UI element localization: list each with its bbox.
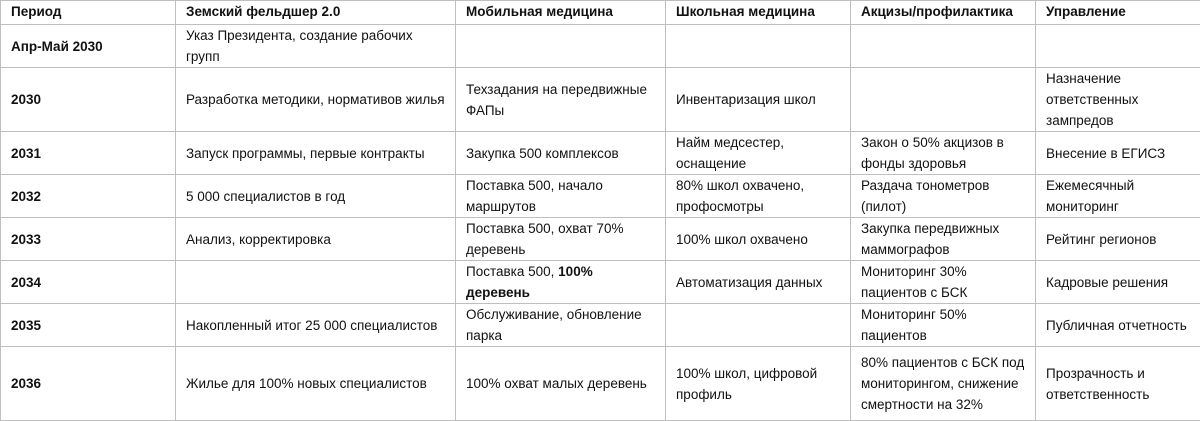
table-row [1,218,1200,261]
school-cell [666,304,851,347]
mobile-bold-text: 100% деревень [466,264,593,300]
mobile-cell: Поставка 500, начало маршрутов [456,175,666,218]
period-cell: 2030 [1,68,176,132]
excise-cell: Мониторинг 30% пациентов с БСК [851,261,1036,304]
excise-cell [851,25,1036,68]
zemsky-cell: Накопленный итог 25 000 специалистов [176,304,456,347]
period-cell: Апр-Май 2030 [1,25,176,68]
management-cell: Назначение ответственных зампредов [1036,68,1200,132]
mobile-cell: Закупка 500 комплексов [456,132,666,175]
zemsky-cell: Указ Президента, создание рабочих групп [176,25,456,68]
mobile-cell [456,25,666,68]
header-period: Период [1,1,176,25]
zemsky-cell: Жилье для 100% новых специалистов [176,347,456,421]
mobile-text: Поставка 500, [466,264,558,279]
management-cell: Кадровые решения [1036,261,1200,304]
table-row [1,347,1200,421]
excise-cell: Закупка передвижных маммографов [851,218,1036,261]
period-cell: 2031 [1,132,176,175]
management-cell: Публичная отчетность [1036,304,1200,347]
management-cell: Рейтинг регионов [1036,218,1200,261]
management-cell: Ежемесячный мониторинг [1036,175,1200,218]
mobile-cell [456,261,666,304]
table-row [1,175,1200,218]
management-cell: Прозрачность и ответственность [1036,347,1200,421]
zemsky-cell: Анализ, корректировка [176,218,456,261]
mobile-cell: 100% охват малых деревень [456,347,666,421]
school-cell: Автоматизация данных [666,261,851,304]
zemsky-cell: 5 000 специалистов в год [176,175,456,218]
table-row [1,25,1200,68]
header-zemsky: Земский фельдшер 2.0 [176,1,456,25]
table-row [1,261,1200,304]
excise-cell: Раздача тонометров (пилот) [851,175,1036,218]
excise-cell [851,68,1036,132]
table-row [1,132,1200,175]
header-school: Школьная медицина [666,1,851,25]
period-cell: 2033 [1,218,176,261]
mobile-cell: Поставка 500, охват 70% деревень [456,218,666,261]
school-cell: 80% школ охвачено, профосмотры [666,175,851,218]
zemsky-cell: Запуск программы, первые контракты [176,132,456,175]
table-row [1,304,1200,347]
school-cell: 100% школ, цифровой профиль [666,347,851,421]
school-cell: Найм медсестер, оснащение [666,132,851,175]
management-cell: Внесение в ЕГИСЗ [1036,132,1200,175]
period-cell: 2035 [1,304,176,347]
excise-cell: 80% пациентов с БСК под мониторингом, снижение смертности на 32% [851,347,1036,421]
school-cell [666,25,851,68]
mobile-cell: Техзадания на передвижные ФАПы [456,68,666,132]
school-cell: Инвентаризация школ [666,68,851,132]
header-row [1,1,1200,25]
period-cell: 2034 [1,261,176,304]
table-row [1,68,1200,132]
header-mobile: Мобильная медицина [456,1,666,25]
school-cell: 100% школ охвачено [666,218,851,261]
header-excise: Акцизы/профилактика [851,1,1036,25]
period-cell: 2032 [1,175,176,218]
management-cell [1036,25,1200,68]
excise-cell: Закон о 50% акцизов в фонды здоровья [851,132,1036,175]
zemsky-cell [176,261,456,304]
mobile-cell: Обслуживание, обновление парка [456,304,666,347]
zemsky-cell: Разработка методики, нормативов жилья [176,68,456,132]
period-cell: 2036 [1,347,176,421]
excise-cell: Мониторинг 50% пациентов [851,304,1036,347]
header-management: Управление [1036,1,1200,25]
